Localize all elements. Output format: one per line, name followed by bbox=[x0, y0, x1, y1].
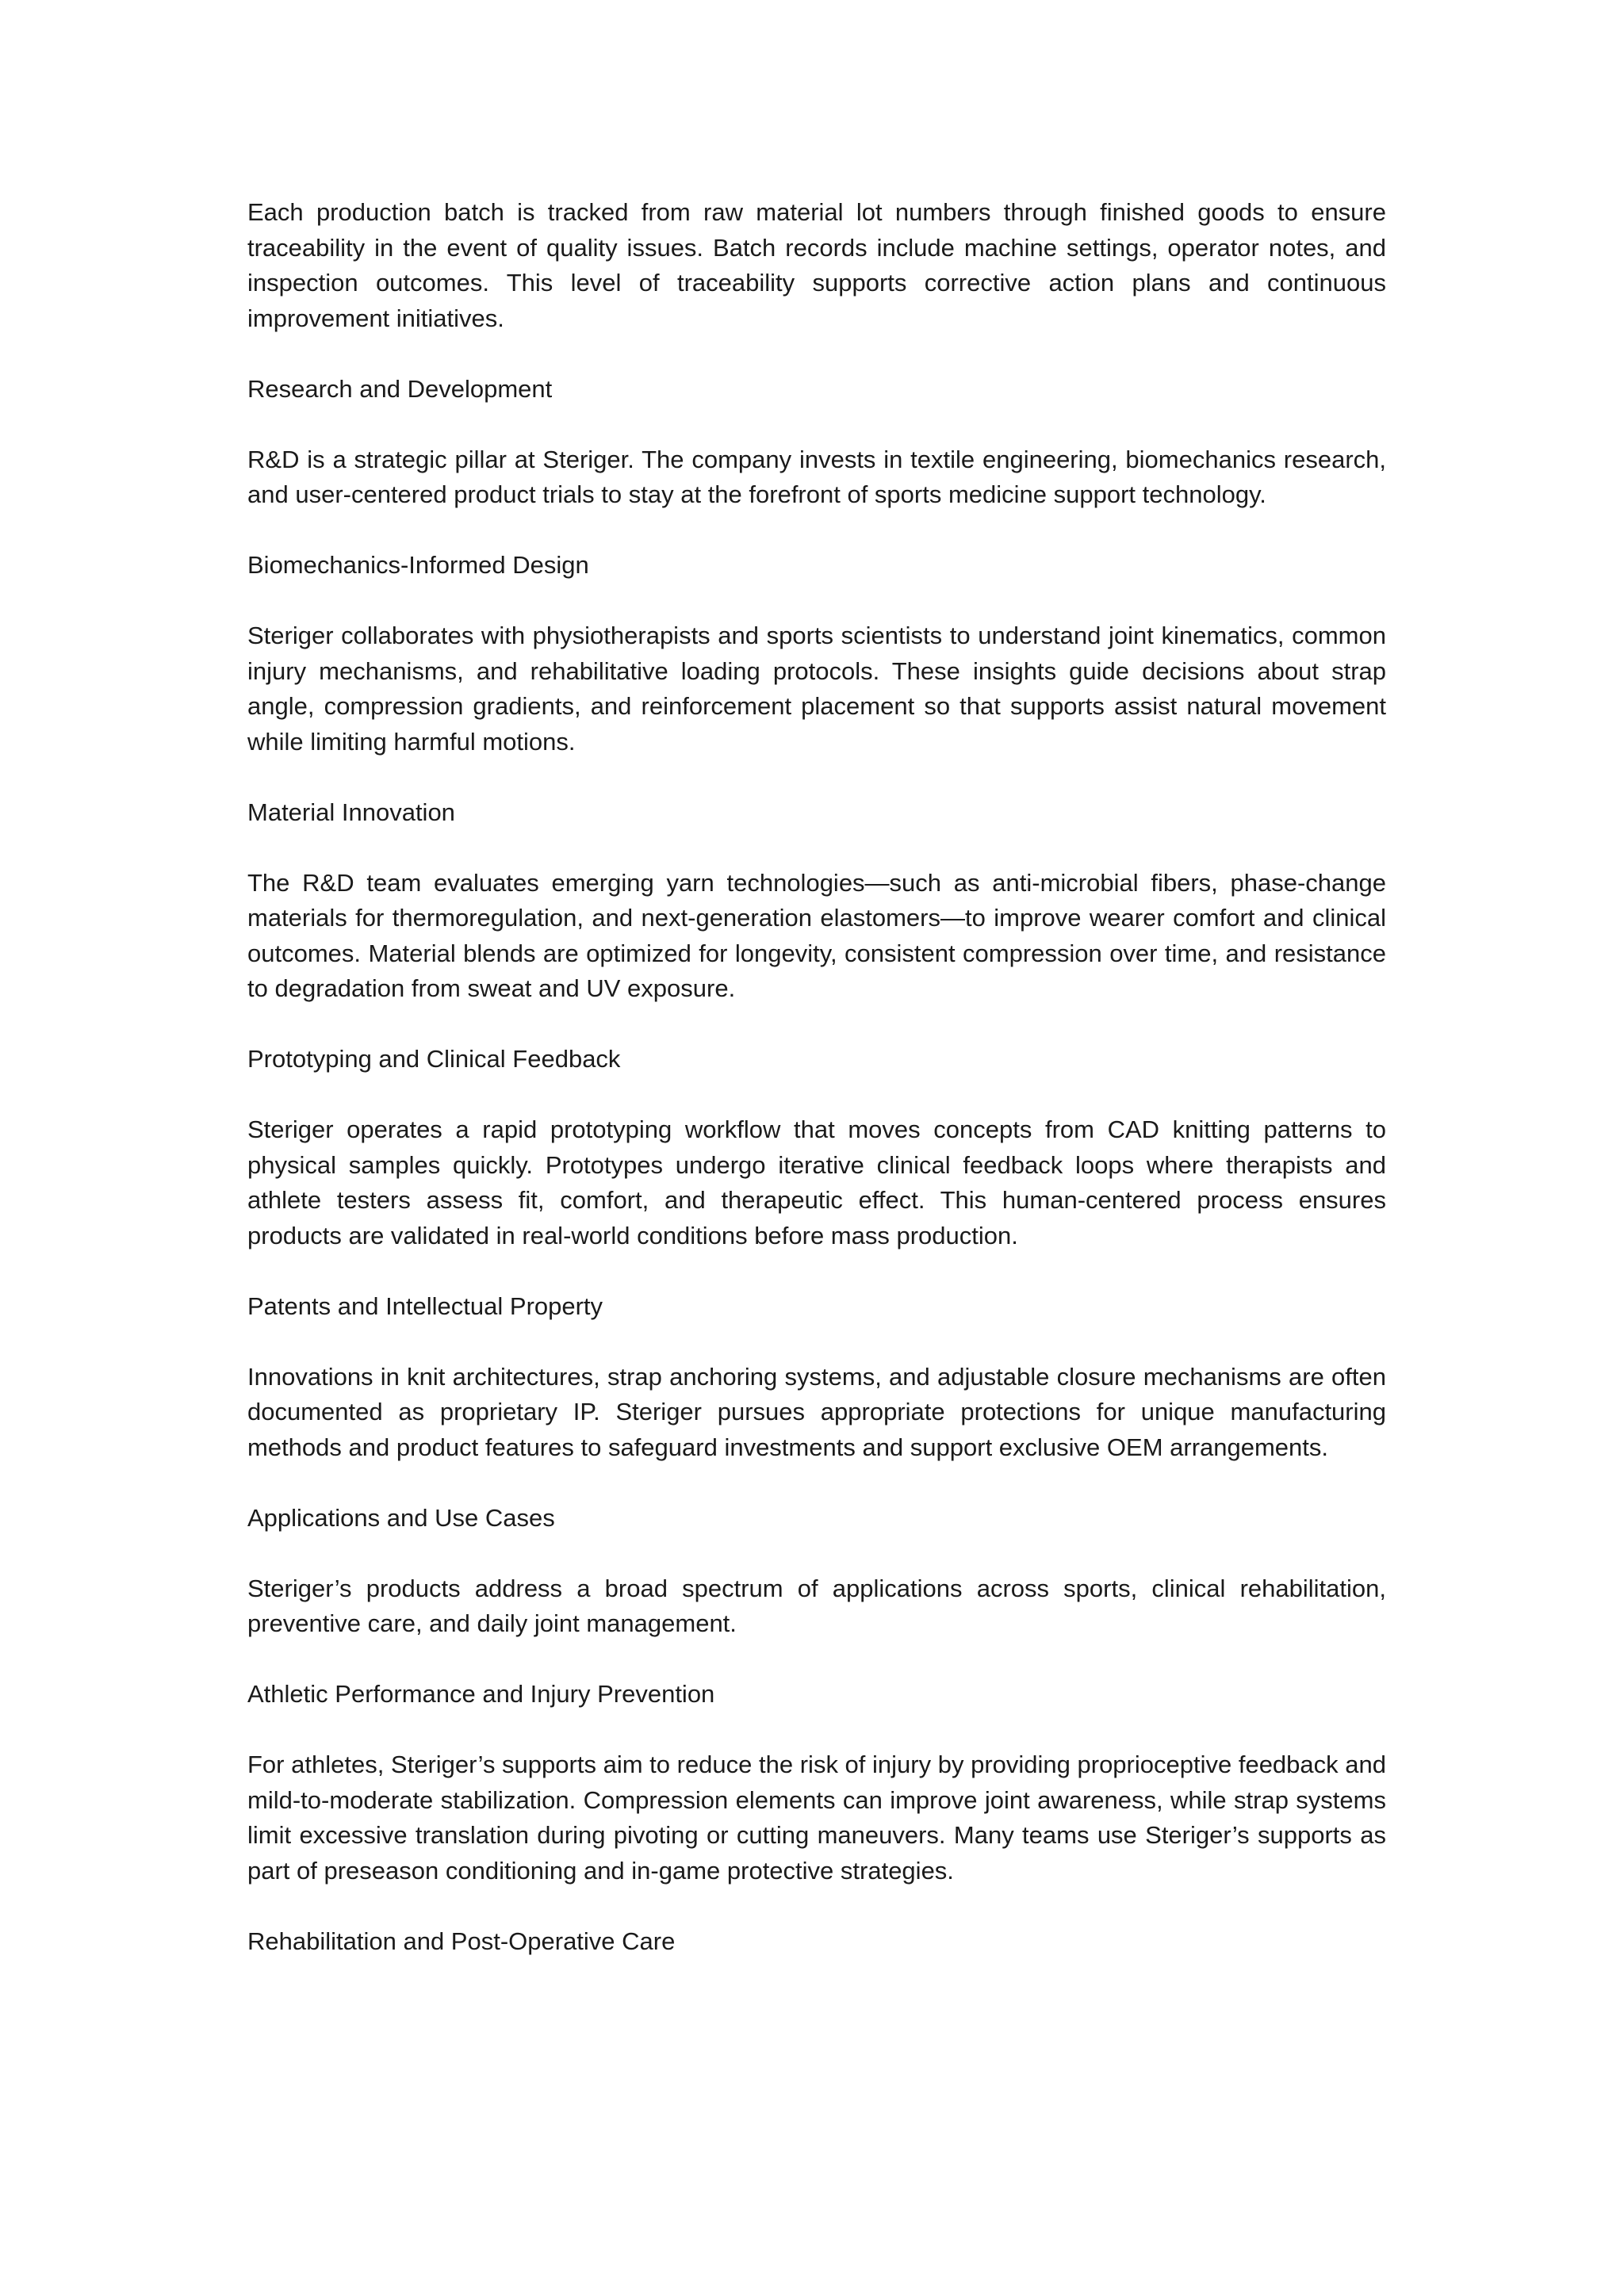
document-page bbox=[247, 195, 1386, 1959]
text-block-11 bbox=[247, 1360, 1386, 1466]
paragraph-traceability: Each production batch is tracked from raw material lot numbers through finished goods to ensure traceability in the event of quality issues. Batch records include machine settings, operator notes, and inspection outcomes. This level of traceability supports corrective action plans and continuous improvement initiatives. bbox=[247, 198, 1386, 332]
text-block-13 bbox=[247, 1571, 1386, 1642]
text-block-5 bbox=[247, 618, 1386, 760]
heading-material-innovation: Material Innovation bbox=[247, 798, 455, 826]
heading-rehabilitation: Rehabilitation and Post-Operative Care bbox=[247, 1927, 676, 1955]
heading-research-and-development: Research and Development bbox=[247, 374, 553, 403]
text-block-2 bbox=[247, 372, 1386, 408]
heading-athletic-performance: Athletic Performance and Injury Prevention bbox=[247, 1680, 715, 1708]
text-block-10 bbox=[247, 1289, 1386, 1325]
text-block-9 bbox=[247, 1112, 1386, 1253]
paragraph-rd-pillar: R&D is a strategic pillar at Steriger. The company invests in textile engineering, biomechanics research, and user-centered product trials to stay at the forefront of sports medicine support technology. bbox=[247, 445, 1386, 508]
text-block-7 bbox=[247, 866, 1386, 1007]
text-block-15 bbox=[247, 1747, 1386, 1888]
text-block-16 bbox=[247, 1924, 1386, 1960]
heading-patents-and-ip: Patents and Intellectual Property bbox=[247, 1292, 603, 1320]
text-block-1 bbox=[247, 195, 1386, 336]
paragraph-prototyping: Steriger operates a rapid prototyping workflow that moves concepts from CAD knitting patterns to physical samples quickly. Prototypes undergo iterative clinical feedback loops where therapists and athlete testers assess fit, comfort, and therapeutic effect. This human-centered process ensures products are validated in real-world conditions before mass production. bbox=[247, 1115, 1386, 1249]
heading-prototyping-and-clinical-feedback: Prototyping and Clinical Feedback bbox=[247, 1045, 621, 1073]
text-block-4 bbox=[247, 548, 1386, 584]
paragraph-biomechanics: Steriger collaborates with physiotherapists and sports scientists to understand joint kinematics, common injury mechanisms, and rehabilitative loading protocols. These insights guide decisions about strap angle, compression gradients, and reinforcement placement so that supports assist natural movement while limiting harmful motions. bbox=[247, 622, 1386, 756]
text-block-12 bbox=[247, 1501, 1386, 1536]
paragraph-material-innovation: The R&D team evaluates emerging yarn technologies—such as anti-microbial fibers, phase-change materials for thermoregulation, and next-generation elastomers—to improve wearer comfort and clinical outcomes. Material blends are optimized for longevity, consistent compression over time, and resistance to degradation from sweat and UV exposure. bbox=[247, 868, 1386, 1002]
paragraph-athletic-performance: For athletes, Steriger’s supports aim to reduce the risk of injury by providing proprioceptive feedback and mild-to-moderate stabilization. Compression elements can improve joint awareness, while strap systems limit excessive translation during pivoting or cutting maneuvers. Many teams use Steriger’s supports as part of preseason conditioning and in-game protective strategies. bbox=[247, 1751, 1386, 1885]
paragraph-applications: Steriger’s products address a broad spectrum of applications across sports, clinical rehabilitation, preventive care, and daily joint management. bbox=[247, 1574, 1386, 1637]
heading-biomechanics-informed-design: Biomechanics-Informed Design bbox=[247, 551, 589, 579]
text-block-14 bbox=[247, 1677, 1386, 1712]
paragraph-patents: Innovations in knit architectures, strap anchoring systems, and adjustable closure mechanisms are often documented as proprietary IP. Steriger pursues appropriate protections for unique manufacturing methods and product features to safeguard investments and support exclusive OEM arrangements. bbox=[247, 1362, 1386, 1461]
text-block-8 bbox=[247, 1042, 1386, 1077]
heading-applications-and-use-cases: Applications and Use Cases bbox=[247, 1503, 555, 1532]
text-block-3 bbox=[247, 442, 1386, 513]
text-block-6 bbox=[247, 795, 1386, 831]
